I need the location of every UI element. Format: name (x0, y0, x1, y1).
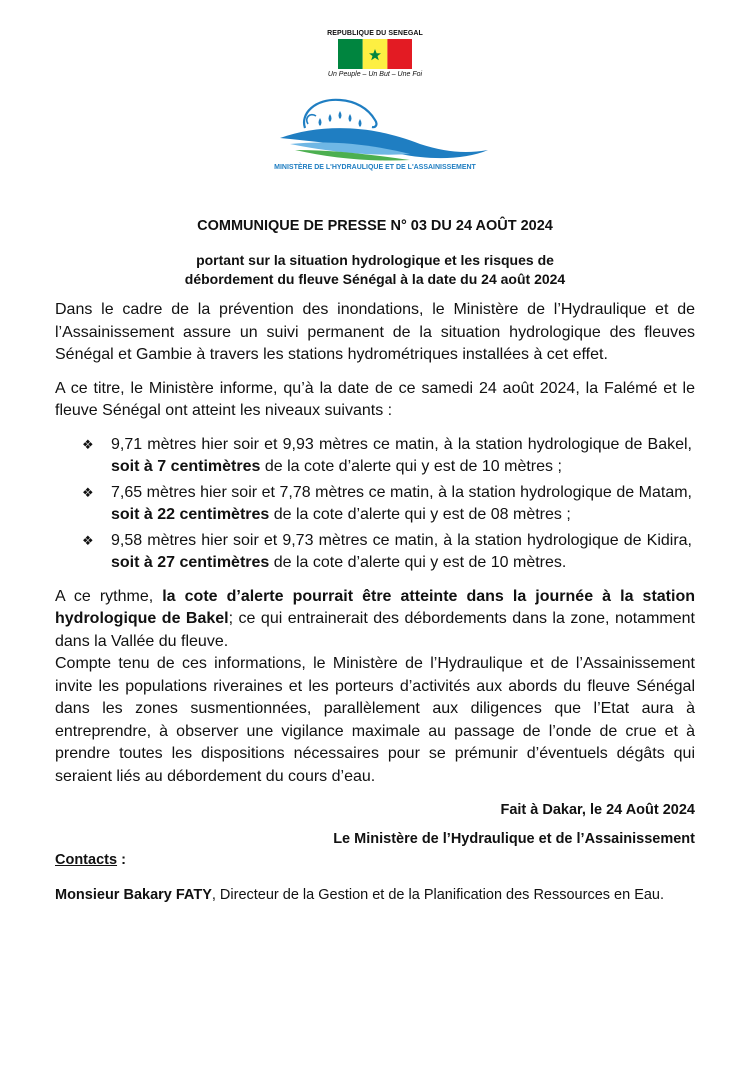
info-paragraph: A ce titre, le Ministère informe, qu’à la date de ce samedi 24 août 2024, la Falémé et le fleuve Sénégal ont atteint les niveaux suivants : (55, 379, 695, 419)
diamond-bullet-icon: ❖ (82, 484, 94, 500)
communique-body (55, 218, 695, 905)
list-item: ❖ 9,58 mètres hier soir et 9,73 mètres ce matin, à la station hydrologique de Kidira, soit à 27 centimètres de la cote d’alerte qui y est de 10 mètres. (82, 531, 692, 571)
contact-person (55, 885, 695, 905)
list-item: ❖ 9,71 mètres hier soir et 9,93 mètres ce matin, à la station hydrologique de Bakel, soit à 7 centimètres de la cote d’alerte qui y est de 10 mètres ; (82, 435, 692, 475)
water-levels-list (55, 434, 695, 575)
senegal-flag-icon (338, 39, 412, 69)
national-motto: Un Peuple – Un But – Une Foi (327, 71, 423, 78)
subtitle-line-2: débordement du fleuve Sénégal à la date du 24 août 2024 (184, 271, 566, 287)
diamond-bullet-icon: ❖ (82, 532, 94, 548)
contacts-label: Contacts (55, 852, 118, 868)
document-header (0, 30, 750, 171)
advice-paragraph: Compte tenu de ces informations, le Ministère de l’Hydraulique et de l’Assainissement invite les populations riveraines et les porteurs d’activités aux abords du fleuve Sénégal dans les zones susmentionnées, parallèlement aux diligences que l’Etat aura à entreprendre, à observer une vigilance maximale au passage de l’onde de crue et à prendre toutes les dispositions nécessaires pour se prémunir d’éventuels dégâts qui seraient liés au débordement du cours d’eau. (55, 655, 695, 785)
place-date: Fait à Dakar, le 24 Août 2024 (500, 802, 695, 818)
ministry-logo-name: MINISTÈRE DE L'HYDRAULIQUE ET DE L'ASSAINISSEMENT (274, 164, 476, 171)
contact-name: Monsieur Bakary FATY (55, 887, 212, 903)
intro-paragraph: Dans le cadre de la prévention des inondations, le Ministère de l’Hydraulique et de l’Assainissement assure un suivi permanent de la situation hydrologique des fleuves Sénégal et Gambie à travers les stations hydrométriques installées à cet effet. (55, 301, 695, 363)
communique-title: COMMUNIQUE DE PRESSE N° 03 DU 24 AOÛT 2024 (197, 218, 553, 234)
ministry-logo-icon (260, 94, 490, 164)
warning-paragraph: A ce rythme, la cote d’alerte pourrait être atteinte dans la journée à la station hydrologique de Bakel; ce qui entrainerait des débordements dans la zone, notamment dans la Vallée du fleuve. (55, 587, 695, 650)
diamond-bullet-icon: ❖ (82, 436, 94, 452)
contacts-heading: Contacts : (55, 852, 126, 868)
communique-subtitle (55, 251, 695, 289)
signatory: Le Ministère de l’Hydraulique et de l’Assainissement (333, 831, 695, 847)
contact-role: , Directeur de la Gestion et de la Planification des Ressources en Eau. (211, 887, 665, 903)
list-item: ❖ 7,65 mètres hier soir et 7,78 mètres ce matin, à la station hydrologique de Matam, soit à 22 centimètres de la cote d’alerte qui y est de 08 mètres ; (82, 483, 692, 523)
subtitle-line-1: portant sur la situation hydrologique et les risques de (196, 252, 554, 268)
republic-name: REPUBLIQUE DU SENEGAL (327, 30, 423, 37)
